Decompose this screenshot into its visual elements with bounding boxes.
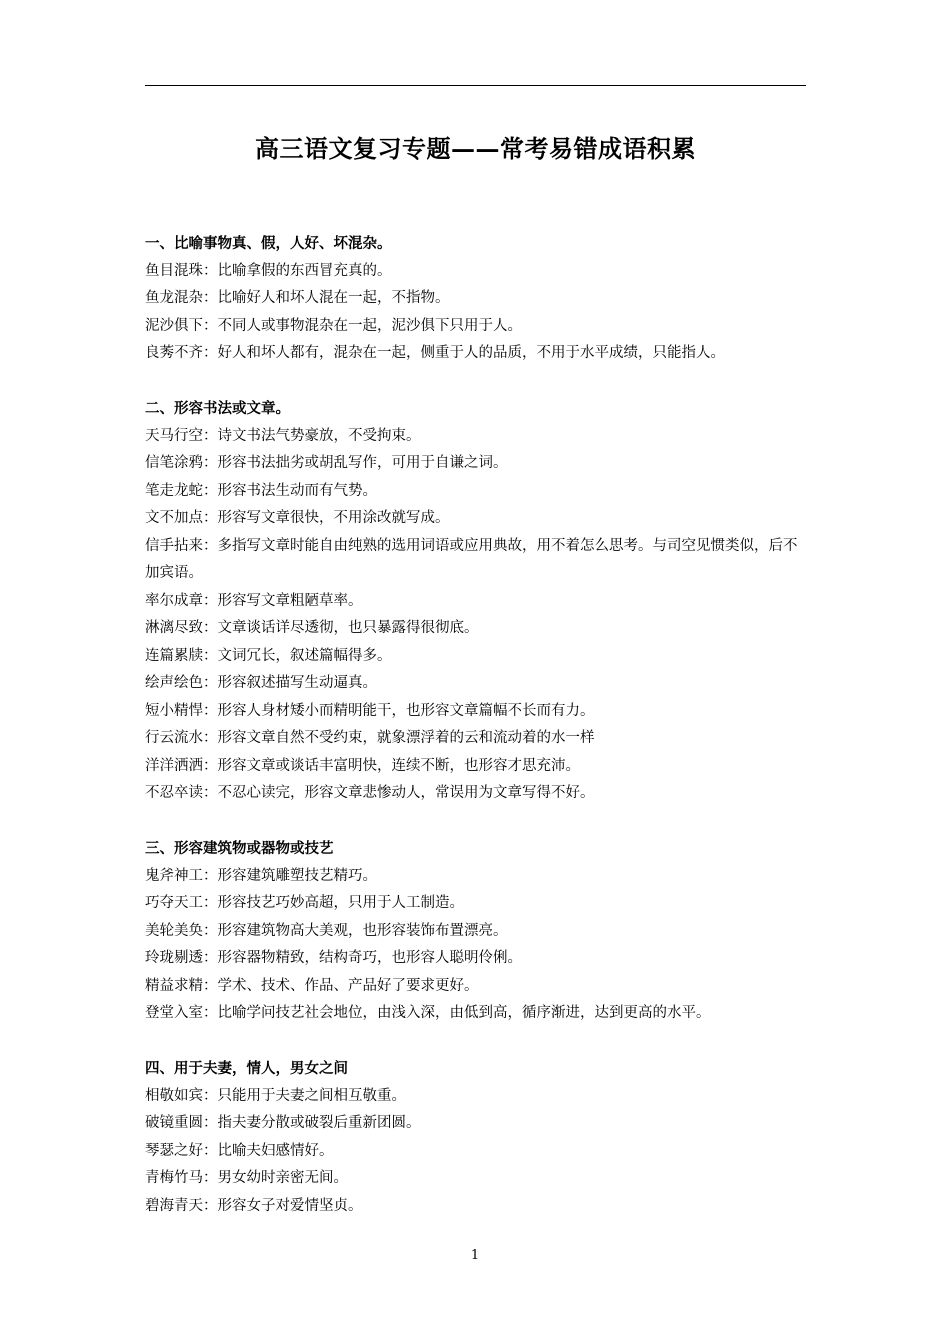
idiom-entry: 鱼龙混杂：比喻好人和坏人混在一起，不指物。	[145, 290, 450, 306]
idiom-entry: 淋漓尽致：文章谈话详尽透彻，也只暴露得很彻底。	[145, 620, 479, 636]
section-heading: 三、形容建筑物或器物或技艺	[145, 840, 334, 857]
page-title: 高三语文复习专题——常考易错成语积累	[255, 134, 696, 163]
idiom-entry: 巧夺天工：形容技艺巧妙高超，只用于人工制造。	[145, 895, 464, 911]
idiom-entry: 美轮美奂：形容建筑物高大美观，也形容装饰布置漂亮。	[145, 922, 508, 939]
idiom-entry: 玲珑剔透：形容器物精致，结构奇巧，也形容人聪明伶俐。	[145, 950, 522, 966]
idiom-entry: 碧海青天：形容女子对爱情坚贞。	[145, 1197, 363, 1214]
document-body	[145, 230, 810, 1248]
idiom-entry: 信笔涂鸦：形容书法拙劣或胡乱写作，可用于自谦之词。	[145, 455, 508, 471]
idiom-entry: 绘声绘色：形容叙述描写生动逼真。	[145, 675, 377, 691]
idiom-entry: 琴瑟之好：比喻夫妇感情好。	[145, 1142, 334, 1159]
idiom-entry: 精益求精：学术、技术、作品、产品好了要求更好。	[145, 977, 479, 994]
page-number: 1	[470, 1248, 480, 1263]
idiom-entry: 破镜重圆：指夫妻分散或破裂后重新团圆。	[145, 1115, 421, 1131]
section-heading: 四、用于夫妻，情人，男女之间	[145, 1060, 348, 1077]
idiom-entry: 信手拈来：多指写文章时能自由纯熟的选用词语或应用典故，用不着怎么思考。与司空见惯类似，后不加宾语。	[145, 537, 798, 581]
section-heading: 一、比喻事物真、假，人好、坏混杂。	[145, 235, 392, 252]
header-rule	[145, 85, 806, 86]
idiom-entry: 良莠不齐：好人和坏人都有，混杂在一起，侧重于人的品质，不用于水平成绩，只能指人。	[145, 345, 725, 361]
section-4	[145, 1055, 810, 1220]
idiom-entry: 鬼斧神工：形容建筑雕塑技艺精巧。	[145, 867, 377, 884]
idiom-entry: 不忍卒读：不忍心读完，形容文章悲惨动人，常误用为文章写得不好。	[145, 785, 595, 801]
idiom-entry: 鱼目混珠：比喻拿假的东西冒充真的。	[145, 262, 392, 279]
idiom-entry: 洋洋洒洒：形容文章或谈话丰富明快，连续不断，也形容才思充沛。	[145, 757, 580, 774]
idiom-entry: 登堂入室：比喻学问技艺社会地位，由浅入深，由低到高，循序渐进，达到更高的水平。	[145, 1005, 711, 1021]
section-1	[145, 230, 810, 368]
idiom-entry: 文不加点：形容写文章很快，不用涂改就写成。	[145, 510, 450, 526]
idiom-entry: 笔走龙蛇：形容书法生动而有气势。	[145, 482, 377, 499]
idiom-entry: 连篇累牍：文词冗长，叙述篇幅得多。	[145, 647, 392, 664]
idiom-entry: 青梅竹马：男女幼时亲密无间。	[145, 1170, 348, 1186]
idiom-entry: 相敬如宾：只能用于夫妻之间相互敬重。	[145, 1087, 406, 1104]
idiom-entry: 天马行空：诗文书法气势豪放，不受拘束。	[145, 427, 421, 444]
section-2	[145, 395, 810, 808]
section-3	[145, 835, 810, 1028]
idiom-entry: 行云流水：形容文章自然不受约束，就象漂浮着的云和流动着的水一样	[145, 730, 595, 746]
idiom-entry: 泥沙俱下：不同人或事物混杂在一起，泥沙俱下只用于人。	[145, 317, 522, 334]
section-heading: 二、形容书法或文章。	[145, 400, 290, 417]
idiom-entry: 短小精悍：形容人身材矮小而精明能干，也形容文章篇幅不长而有力。	[145, 702, 595, 719]
idiom-entry: 率尔成章：形容写文章粗陋草率。	[145, 592, 363, 609]
